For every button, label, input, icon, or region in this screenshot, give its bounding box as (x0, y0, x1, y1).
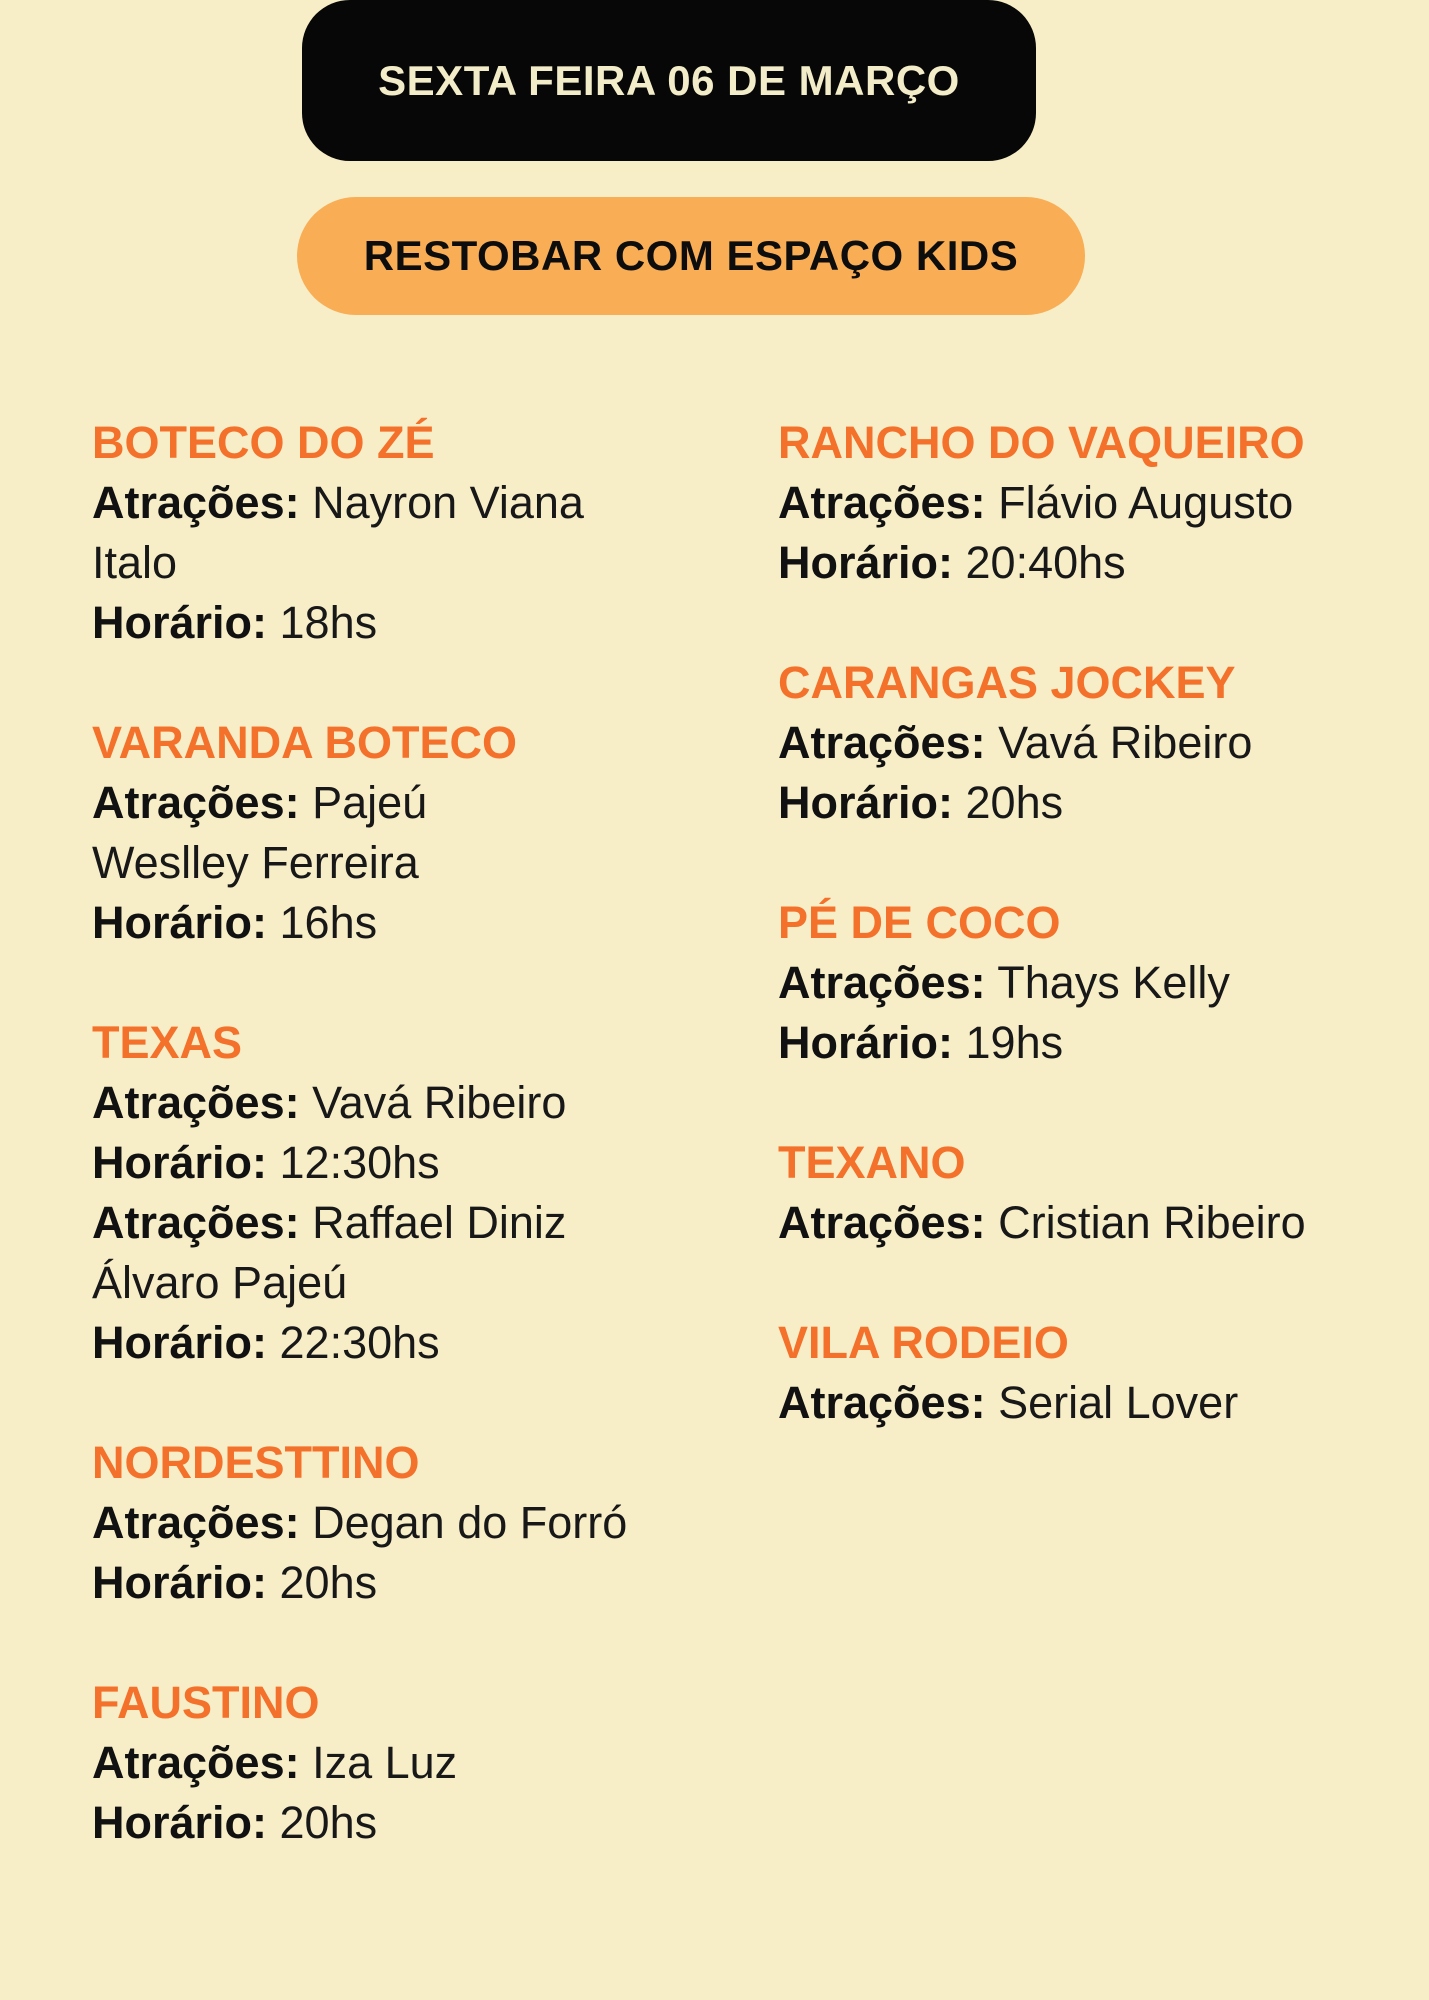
line-label: Horário: (778, 777, 954, 828)
line-label: Atrações: (778, 717, 986, 768)
line-label: Atrações: (92, 777, 300, 828)
venue-name: TEXANO (778, 1137, 966, 1188)
venue-detail-line: Atrações: Cristian Ribeiro (778, 1197, 1306, 1248)
schedule-column-right (778, 413, 1429, 1493)
venue-detail-continuation: Weslley Ferreira (92, 837, 419, 888)
line-label: Atrações: (778, 1197, 986, 1248)
venue-section (778, 1313, 1429, 1433)
venue-section (778, 893, 1429, 1073)
venue-name: RANCHO DO VAQUEIRO (778, 417, 1305, 468)
venue-name: FAUSTINO (92, 1677, 320, 1728)
venue-type-pill (297, 197, 1085, 315)
line-label: Atrações: (778, 1377, 986, 1428)
venue-section (92, 713, 752, 953)
venue-name: VILA RODEIO (778, 1317, 1069, 1368)
venue-detail-continuation: Álvaro Pajeú (92, 1257, 348, 1308)
line-label: Horário: (92, 1797, 268, 1848)
venue-detail-line: Atrações: Pajeú (92, 777, 428, 828)
venue-section (92, 413, 752, 653)
venue-detail-line: Atrações: Degan do Forró (92, 1497, 628, 1548)
line-label: Atrações: (92, 1737, 300, 1788)
venue-detail-line: Atrações: Vavá Ribeiro (778, 717, 1253, 768)
venue-section (778, 413, 1429, 593)
venue-detail-line: Atrações: Raffael Diniz (92, 1197, 567, 1248)
venue-detail-line: Atrações: Thays Kelly (778, 957, 1230, 1008)
line-label: Horário: (92, 1137, 268, 1188)
venue-name: TEXAS (92, 1017, 243, 1068)
venue-detail-continuation: Italo (92, 537, 178, 588)
venue-detail-line: Horário: 12:30hs (92, 1137, 440, 1188)
venue-detail-line: Horário: 18hs (92, 597, 378, 648)
line-label: Horário: (92, 1317, 268, 1368)
line-label: Horário: (92, 597, 268, 648)
line-label: Horário: (92, 1557, 268, 1608)
venue-detail-line: Horário: 19hs (778, 1017, 1064, 1068)
line-label: Horário: (778, 537, 954, 588)
line-label: Atrações: (778, 477, 986, 528)
line-label: Atrações: (778, 957, 986, 1008)
venue-type-pill-title: RESTOBAR COM ESPAÇO KIDS (363, 232, 1019, 279)
venue-section (778, 1133, 1429, 1253)
date-banner-title: SEXTA FEIRA 06 DE MARÇO (378, 56, 960, 104)
line-label: Atrações: (92, 1497, 300, 1548)
venue-detail-line: Horário: 22:30hs (92, 1317, 440, 1368)
line-label: Horário: (778, 1017, 954, 1068)
venue-detail-line: Atrações: Vavá Ribeiro (92, 1077, 567, 1128)
line-label: Atrações: (92, 477, 300, 528)
line-label: Horário: (92, 897, 268, 948)
venue-section (92, 1673, 752, 1853)
venue-section (778, 653, 1429, 833)
line-label: Atrações: (92, 1197, 300, 1248)
venue-name: CARANGAS JOCKEY (778, 657, 1236, 708)
venue-detail-line: Horário: 20hs (92, 1557, 378, 1608)
line-label: Atrações: (92, 1077, 300, 1128)
venue-name: BOTECO DO ZÉ (92, 417, 435, 468)
venue-detail-line: Atrações: Nayron Viana (92, 477, 584, 528)
venue-detail-line: Atrações: Iza Luz (92, 1737, 458, 1788)
venue-detail-line: Atrações: Flávio Augusto (778, 477, 1294, 528)
venue-section (92, 1013, 752, 1373)
venue-detail-line: Horário: 20hs (92, 1797, 378, 1848)
venue-detail-line: Atrações: Serial Lover (778, 1377, 1239, 1428)
venue-name: NORDESTTINO (92, 1437, 420, 1488)
venue-section (92, 1433, 752, 1613)
venue-name: VARANDA BOTECO (92, 717, 517, 768)
venue-detail-line: Horário: 20:40hs (778, 537, 1126, 588)
venue-name: PÉ DE COCO (778, 897, 1061, 948)
schedule-column-left (92, 413, 752, 1913)
venue-detail-line: Horário: 16hs (92, 897, 378, 948)
date-banner (302, 0, 1036, 161)
venue-detail-line: Horário: 20hs (778, 777, 1064, 828)
